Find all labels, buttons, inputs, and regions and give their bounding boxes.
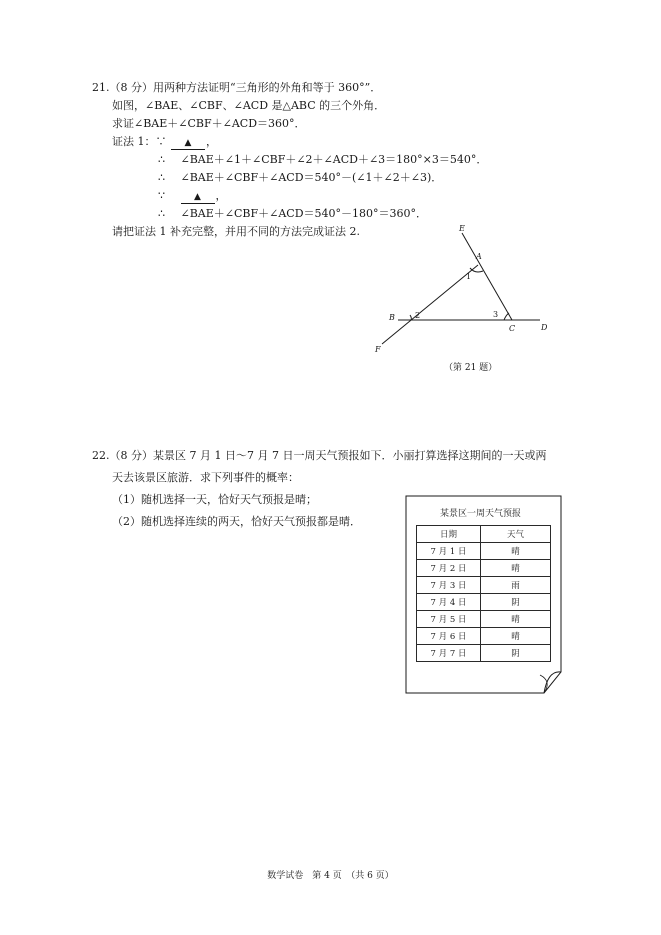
label-e: E xyxy=(459,224,465,233)
label-angle-1: 1 xyxy=(466,272,472,281)
row-weather: 晴 xyxy=(481,611,551,628)
row-weather: 阴 xyxy=(481,594,551,611)
page-footer: 数学试卷 第 4 页 （共 6 页） xyxy=(267,871,394,881)
row-date: 7 月 3 日 xyxy=(417,577,481,594)
header-weather: 天气 xyxy=(481,526,551,543)
q22-title: 22.（8 分）某景区 7 月 1 日～7 月 7 日一周天气预报如下．小丽打算选择这期间的一天或两 xyxy=(92,449,547,462)
table-row xyxy=(417,645,551,662)
step2-text: ∠BAE＋∠CBF＋∠ACD＝540°－(∠1＋∠2＋∠3)． xyxy=(180,171,443,184)
step1-text: ∠BAE＋∠1＋∠CBF＋∠2＋∠ACD＋∠3＝180°×3＝540°． xyxy=(180,153,488,166)
row-weather: 晴 xyxy=(481,560,551,577)
table-row xyxy=(417,577,551,594)
triangle-marker-icon: ▲ xyxy=(184,138,192,148)
label-angle-2: 2 xyxy=(415,311,421,320)
table-header-row xyxy=(417,526,551,543)
label-b: B xyxy=(389,313,395,322)
label-c: C xyxy=(509,324,516,333)
row-weather: 阴 xyxy=(481,645,551,662)
table-row xyxy=(417,628,551,645)
q22-title-cont: 天去该景区旅游．求下列事件的概率： xyxy=(112,471,299,484)
q21-title: 21.（8 分）用两种方法证明“三角形的外角和等于 360°”． xyxy=(92,81,382,94)
table-row xyxy=(417,560,551,577)
triangle-marker-icon: ▲ xyxy=(194,192,201,202)
table-row xyxy=(417,594,551,611)
q21-prove: 求证∠BAE＋∠CBF＋∠ACD＝360°． xyxy=(112,117,306,130)
q22-sub1: （1）随机选择一天，恰好天气预报是晴； xyxy=(112,493,317,506)
header-date: 日期 xyxy=(417,526,481,543)
label-d: D xyxy=(541,323,548,332)
label-angle-3: 3 xyxy=(493,310,499,319)
row-date: 7 月 2 日 xyxy=(417,560,481,577)
proof1-label: 证法 1：∵ xyxy=(112,135,167,148)
therefore-symbol: ∴ xyxy=(158,153,165,166)
table-row xyxy=(417,543,551,560)
weather-table xyxy=(416,525,551,662)
row-weather: 雨 xyxy=(481,577,551,594)
weather-card-title: 某景区一周天气预报 xyxy=(440,509,522,519)
comma: ， xyxy=(215,189,227,202)
because-symbol: ∵ xyxy=(158,189,165,202)
therefore-symbol: ∴ xyxy=(158,207,165,220)
row-date: 7 月 1 日 xyxy=(417,543,481,560)
row-weather: 晴 xyxy=(481,543,551,560)
q21-instruction: 请把证法 1 补充完整，并用不同的方法完成证法 2. xyxy=(112,225,360,238)
row-date: 7 月 5 日 xyxy=(417,611,481,628)
q22-sub2: （2）随机选择连续的两天，恰好天气预报都是晴． xyxy=(112,515,361,528)
row-weather: 晴 xyxy=(481,628,551,645)
q21-figure-caption: （第 21 题） xyxy=(444,363,498,373)
step4-text: ∠BAE＋∠CBF＋∠ACD＝540°－180°＝360°． xyxy=(180,207,428,220)
therefore-symbol: ∴ xyxy=(158,171,165,184)
row-date: 7 月 7 日 xyxy=(417,645,481,662)
row-date: 7 月 4 日 xyxy=(417,594,481,611)
table-row xyxy=(417,611,551,628)
label-a: A xyxy=(476,252,482,261)
q21-given: 如图，∠BAE、∠CBF、∠ACD 是△ABC 的三个外角． xyxy=(112,99,386,112)
row-date: 7 月 6 日 xyxy=(417,628,481,645)
label-f: F xyxy=(375,345,381,354)
comma: ， xyxy=(206,135,217,148)
